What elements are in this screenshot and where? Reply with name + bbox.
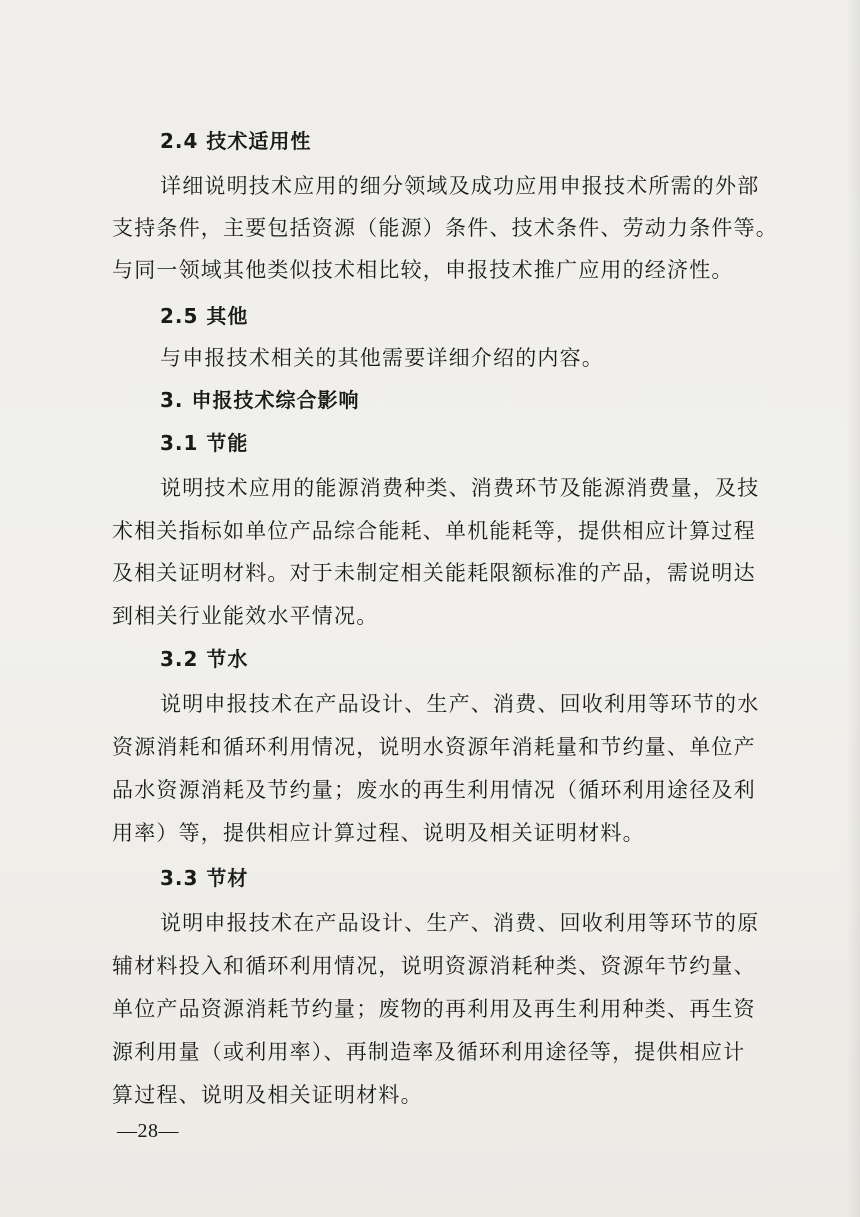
heading-3-1: 3.1 节能	[160, 431, 249, 455]
heading-3-2: 3.2 节水	[160, 647, 249, 671]
paragraph-line: 算过程、说明及相关证明材料。	[112, 1083, 423, 1107]
paragraph-line: 源利用量（或利用率）、再制造率及循环利用途径等，提供相应计	[112, 1040, 746, 1064]
paragraph-line: 支持条件，主要包括资源（能源）条件、技术条件、劳动力条件等。	[112, 216, 778, 240]
paragraph-line: 说明技术应用的能源消费种类、消费环节及能源消费量，及技	[160, 476, 760, 500]
heading-3-3: 3.3 节材	[160, 866, 249, 890]
paragraph-line: 品水资源消耗及节约量；废水的再生利用情况（循环利用途径及利	[112, 778, 756, 802]
paragraph-line: 与申报技术相关的其他需要详细介绍的内容。	[160, 346, 604, 370]
paragraph-line: 说明申报技术在产品设计、生产、消费、回收利用等环节的原	[160, 911, 760, 935]
paragraph-line: 到相关行业能效水平情况。	[112, 604, 379, 628]
page-number: —28—	[117, 1120, 179, 1142]
paragraph-line: 术相关指标如单位产品综合能耗、单机能耗等，提供相应计算过程	[112, 519, 756, 543]
paragraph-line: 辅材料投入和循环利用情况，说明资源消耗种类、资源年节约量、	[112, 954, 756, 978]
heading-2-4: 2.4 技术适用性	[160, 129, 312, 153]
paragraph-line: 单位产品资源消耗节约量；废物的再利用及再生利用种类、再生资	[112, 997, 756, 1021]
page-edge-shadow	[846, 0, 860, 1217]
heading-3: 3. 申报技术综合影响	[160, 388, 360, 412]
paragraph-line: 资源消耗和循环利用情况，说明水资源年消耗量和节约量、单位产	[112, 735, 756, 759]
heading-2-5: 2.5 其他	[160, 304, 249, 328]
paragraph-line: 详细说明技术应用的细分领域及成功应用申报技术所需的外部	[160, 174, 760, 198]
paragraph-line: 及相关证明材料。对于未制定相关能耗限额标准的产品，需说明达	[112, 561, 756, 585]
paragraph-line: 说明申报技术在产品设计、生产、消费、回收利用等环节的水	[160, 692, 760, 716]
paragraph-line: 用率）等，提供相应计算过程、说明及相关证明材料。	[112, 821, 645, 845]
paragraph-line: 与同一领域其他类似技术相比较，申报技术推广应用的经济性。	[112, 258, 734, 282]
